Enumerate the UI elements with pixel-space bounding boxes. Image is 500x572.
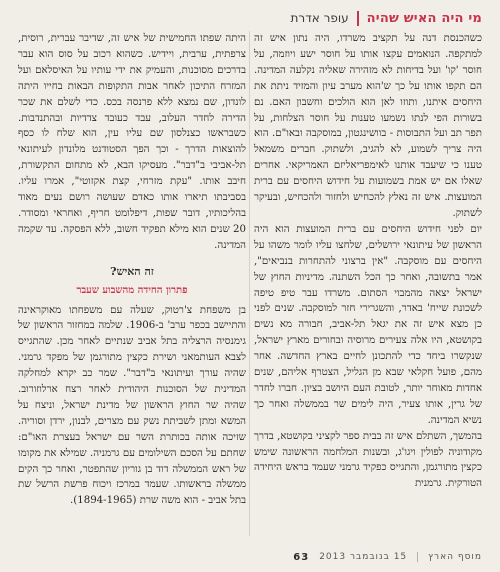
header-separator	[357, 11, 359, 26]
issue-date: 15 בנובמבר 2013	[319, 552, 408, 562]
paragraph: היתה שפתו החמישית של איש זה, שדיבר עברית, רוסית, צרפתית, ערבית, ויידיש. כשהוא רכוב על סוס הוא עבר בדרכים מסוכנות, והעמיק את ידי עותיו על האיסלאם ועל המזרח התיכון לאחר אבות התקופות הבאות בחייו היתה לונדון, שם נמצא ללא פרנסה בכס. כדי לשלם את שכר הדירה לחדר העלוב, עבד כעובד צדדיות ובהתנדבות. כשבראשו כצנלסון שם עליו עין, הוא שלח לו כסף להוצאות הדרך - וכך הפך הסטודנט מלונדון לעיתונאי תל-אביבי ב"דבר". מעסיקו הבא, לא מתחום התקשורת, חיבב אותו. "עקת מזרחי, קצת אקזוטי", אמרו עליו. בסביבתו תיארו אותו כאדם שעושה רושם נעים מאוד בהליכותיו, דובר שפות, דיפלומט חריף, ואחראי ומסודר. 20 שנים הוא מילא תפקיד חשוב, ללא הפסקה. עד שקמה המדינה.	[18, 33, 246, 251]
paragraph: כשהכנסת דנה על תקציב משרדו, היה נתון איש זה למתקפה. הנואמים עקצו אותו על חוסר ישע ויוזמה, על חוסר 'קו' ועל בדיחות לא מזהירה שאליה נקלעה המדינה. הם תקפו אותו על כך ש'הוא מערב עיון והמזיד ניתת את היחסים איתנו, ותוזו לאן הוא הולכים וחשבון האם. נם בשורות הפי לנתו נשמעו טענות על חוסר הצלחות, על תפר תב ועל התבוסות - בוושינגטון, במוסקבה ובאו"ם. הוא היה צריך לשמוע, לא להגיב, ולשתוק. חברים משמאל טענו כי שיעבד אותנו לאימפריאליזם האמריקאי. אחרים שאלו אם יש אמת בשמועות על חידוש היחסים עם ברית המועצות. איש זה נאלץ להכחיש ולחזור ולהכחיש, ובעיקר לשתוק.	[254, 33, 482, 219]
paragraph: בן משפחת צ'רטוק, שעלה עם משפחתו מאוקראינה והתיישב בכפר ערב' ב-1906. שלמה במחזור הראשון של גימנסיה הרצליה בתל אביב שנתיים לאחר מכן. שהתגייס לצבא העותמאני ושירת כקצין מתורגמן של מפקד גרמני. שהיה עורך ועיתונאי ב"דבר". שמר כב יקרא למחלקה המדינית של הסוכנות היהודית לאחר רצח ארלוזורוב. שהיה שר החוץ הראשון של מדינת ישראל, וניצח על המשא ומתן לשביתת נשק עם מצרים, לבנון, ירדן וסוריה. שזיכה אותה בכותרת השר עם ישראל בעצרת האו"ם: שחתם על הסכם השילומים עם גרמניה. שמילא את מקומו של ראש הממשלה דוד בן גוריון שהתפטר, ואחר כך הקים ממשלה בראשותו. שעמד במרכז ויכוח פרשת הרשל שת בתל אביב - הוא משה שרת (1894-1965).	[18, 304, 246, 507]
column-header	[18, 7, 482, 29]
page-footer	[18, 550, 482, 564]
article-column-left	[18, 31, 246, 509]
paragraph: יום לפני חידוש היחסים עם ברית המועצות הוא היה הראשון של עיתונאי ירושלים, שלחצו עליו לומר משהו על היחסים עם מוסקבה. "אין ברצוני להתחרות בנביאים", אמר בתשובה, ואחר כך הכל השתנה. מדיניות החוץ של ישראל יצאה מהמבוי הסתום. משרדו עבר טיפ טיפה לשכונת שייח' באדר, והשגרירי חזר למוסקבה. שנים לפני כן מצא איש זה את יגאל תל-אביב, חבורה מא נשים בקושטא, היו אלה צעירים מרוסיה ובחורים מארץ ישראל, שנקשרו ביחד כדי להתכונן לחיים בארץ החדשה. אחר מהם, פועל חקלאי שבא מן הגליל, הצטרף אליהם, שנים אחדות מאוחר יותר, לטובת העם היושב בציון. חברו לחדר של גרין, אותו צעיר, היה לימים שר בממשלה ואחר כך נשיא המדינה.	[254, 223, 482, 426]
answer-caption: פתרון החידה מהשבוע שעבר	[76, 284, 188, 296]
answer-question: זה האיש?	[110, 264, 154, 278]
footer-separator	[417, 552, 418, 562]
column-divider	[249, 31, 250, 536]
article-column-right	[254, 31, 482, 492]
paragraph: בהמשך, השתלם איש זה בבית ספר לקציני בקושטא, בדרך מקודוניה לפולין ויגו'ג, ובשנות המלחמה הראשונה שימש כקצין מתורגמן, והתגייס כפקיד גרמני שעמד בראש היחידה הטורקית. גרמנית	[254, 430, 482, 490]
page-number: 63	[293, 551, 310, 563]
column-title: מי היה האיש שהיה	[366, 10, 482, 26]
supplement-name: מוסף הארץ	[428, 552, 482, 562]
answer-subhead	[18, 264, 246, 299]
author-name: עופר אדרת	[290, 11, 349, 25]
